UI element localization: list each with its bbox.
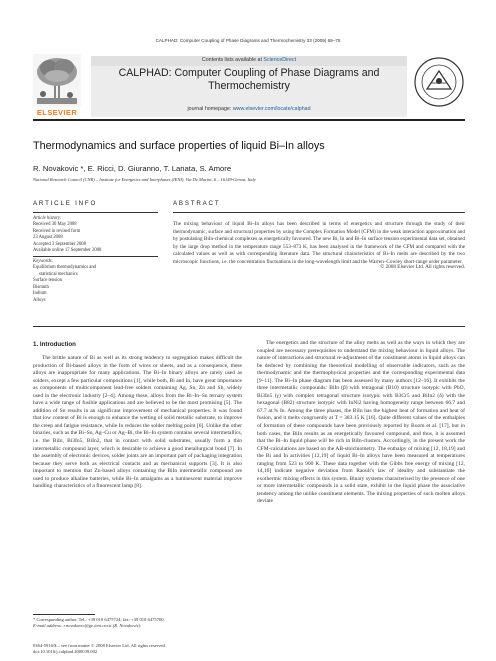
article-affiliation: National Research Council (CNR) – Institute for Energetics and Interphases (IENI), Via De Marini, 6 – 16149-Genoa, Italy: [33, 177, 256, 182]
abstract-text: The mixing behaviour of liquid Bi–In alloys has been described in terms of energetics and structure through the study of their thermodynamic, surface and structural properties by using the Complex Formation Model (CFM) in the weak interaction approximation and by postulating BiIn-chemical complexes as energetically favoured. The new Bi, In and Bi–In surface tension experimental data set, obtained by the large drop method in the temperature range 553–873 K, has been analysed in the framework of the CFM and compared with the calculated values as well as with corresponding literature data. The structural characteristics of Bi–In melts are described by the two microscopic functions, i.e. the concentration fluctuations in the long-wavelength limit and the Warren–Cowley short-range order parameter.: [173, 221, 465, 265]
history-list: [33, 222, 158, 255]
running-header: CALPHAD: Computer Coupling of Phase Diagrams and Thermochemistry 33 (2009) 69–75: [155, 38, 341, 43]
history-item: Available online 17 September 2008: [33, 248, 102, 254]
journal-title: CALPHAD: Computer Coupling of Phase Diagrams and Thermochemistry: [118, 67, 380, 92]
keywords-label: Keywords:: [33, 259, 54, 264]
history-item: Received in revised form: [33, 228, 81, 234]
article-authors: R. Novakovic *, E. Ricci, D. Giuranno, T. Lanata, S. Amore: [33, 164, 232, 173]
keyword-item: Surface tension: [33, 278, 63, 284]
keywords-rule: [33, 256, 158, 257]
journal-seal-icon: [414, 57, 464, 107]
homepage-link[interactable]: www.elsevier.com/locate/calphad: [232, 106, 311, 112]
keyword-item: Indium: [33, 291, 47, 297]
contents-line: Contents lists available at ScienceDirect: [201, 57, 297, 63]
keyword-item: Bismuth: [33, 284, 49, 290]
history-item: 23 August 2008: [33, 235, 63, 241]
footnote-rule: [33, 614, 95, 615]
keyword-item: Equilibrium thermodynamics and: [33, 265, 97, 270]
journal-homepage: journal homepage: www.elsevier.com/locate/calphad: [187, 106, 311, 112]
keyword-item: statistical mechanics: [39, 271, 78, 277]
elsevier-tree-logo: [33, 54, 81, 114]
body-rule: [33, 326, 465, 327]
footnote-email[interactable]: E-mail address: r.novakovic@ge.ieni.cnr.it (R. Novakovic).: [33, 623, 142, 629]
abstract-heading: ABSTRACT: [173, 200, 221, 207]
intro-right-column: The energetics and the structure of the alloy melts as well as the ways in which they are coupled are necessary prerequisites to understand the mixing behaviour in liquid alloys. The nature of interactions and structural re-adjustment of the constituent atoms in liquid alloys can be deduced by combining the theoretical modelling of observable indicators, such as the thermodynamic and the thermophysical properties and the corresponding experimental data [9–11]. The Bi–In phase diagram has been assessed by many authors [12–16]. It exhibits the three intermetallic compounds: BiIn (β) with tetragonal (B10) structure isotypic with PbO, Bi3In5 (γ) with complex tetragonal structure isotypic with B3Cr5 and BiIn2 (δ) with the hexagonal (B82) structure isotypic with InNi2 having homogeneity range between 66.7 and 67.7 at.% In. Among the three phases, the BiIn has the highest heat of formation and heat of fusion, and it melts congruently at T = 383.15 K [16]. Quite different values of the enthalpies of formation of these compounds have been previously reported by Boom et al. [17], but in both cases, the BiIn results as an energetically favoured compound, and thus, it is assumed that the Bi–In liquid phase will be rich in BiIn-clusters. Accordingly, in the present work the CFM-calculations are based on the AB-stoichiometry. The enthalpy of mixing [12, 18,19] and the Bi and In activities [12,19] of liquid Bi–In alloys have been measured at temperatures ranging from 523 to 900 K. These data together with the Gibbs free energy of mixing [12, 14,16] indicate negative deviation from Raoult's law of ideality and substantiate the exothermic mixing effects in this system. Binary systems characterised by the presence of one or more intermetallic compounds in a solid state, exhibit in the liquid phase the associative tendency among the unlike constituent elements. The mixing properties of such molten alloys deviate: [257, 340, 465, 505]
footnote: [33, 617, 165, 629]
article-info-heading: ARTICLE INFO: [33, 200, 98, 207]
doi-line[interactable]: doi:10.1016/j.calphad.2008.09.002: [33, 649, 98, 655]
abstract-rule: [173, 212, 465, 213]
sciencedirect-link[interactable]: ScienceDirect: [263, 57, 297, 63]
keywords-list: [33, 265, 158, 305]
history-item: Accepted 3 September 2008: [33, 241, 86, 247]
intro-left-column: The brittle nature of Bi as well as its strong tendency to segregation makes difficult the production of Bi-based alloys in the form of wires or sheets, and as a consequence, these alloys are inappropriate for many applications. The Bi–In binary alloys are rarely used as solders, except a few particular compositions [1], while both, Bi and In, have great importance as components of multicomponent lead-free solders containing Ag, Sn, Zn and Sb, widely used in the electronic industry [2–4]. Among these, alloys from the Bi–In–Sn ternary system have a wide range of fusible applications and are believed to be the most promising [5]. The addition of Sn results in an significant improvement of mechanical properties. It was found that low content of Bi is enough to enhance the wetting of solid metallic substrate, to improve the creep and fatigue resistance, while In reduces the solder melting point [6]. Unlike the other binaries, such as the Bi–Sn, Ag–Cu or Ag–Bi, the Bi–In system contains several intermetallics, i.e. the BiIn, Bi3In5, BiIn2, that in contact with solid substrates, usually form a thin intermetallic compound layer, which is desirable to achieve a good metallurgical bond [7]. In the assembly of electronic devices, solder joints are an important part of packaging integration because they serve both as electrical contacts and as mechanical supports [3]. It is also important to mention that Zn-based alloys containing the BiIn intermetallic compound are used to produce alkaline batteries, while Bi–In amalgams as a luminescent material improve handling characteristics of a fluorescent lamp [8].: [33, 355, 242, 490]
article-info-rule: [33, 212, 158, 213]
header-rule: [33, 119, 465, 121]
history-label: Article history:: [33, 216, 62, 221]
article-title: Thermodynamics and surface properties of liquid Bi–In alloys: [33, 140, 325, 152]
abstract-copyright: © 2008 Elsevier Ltd. All rights reserved.: [380, 264, 465, 270]
footnote-corresponding: * Corresponding author. Tel.: +39 010 6475724; fax: +39 010 6475700.: [33, 617, 165, 622]
keyword-item: Alloys: [33, 297, 46, 303]
section-heading-introduction: 1. Introduction: [33, 341, 76, 348]
bottom-meta: [33, 643, 166, 655]
history-item: Received 30 May 2008: [33, 222, 77, 227]
issn-line: 0364-5916/$ – see front matter © 2008 Elsevier Ltd. All rights reserved.: [33, 643, 166, 648]
elsevier-wordmark: ELSEVIER: [36, 108, 78, 117]
